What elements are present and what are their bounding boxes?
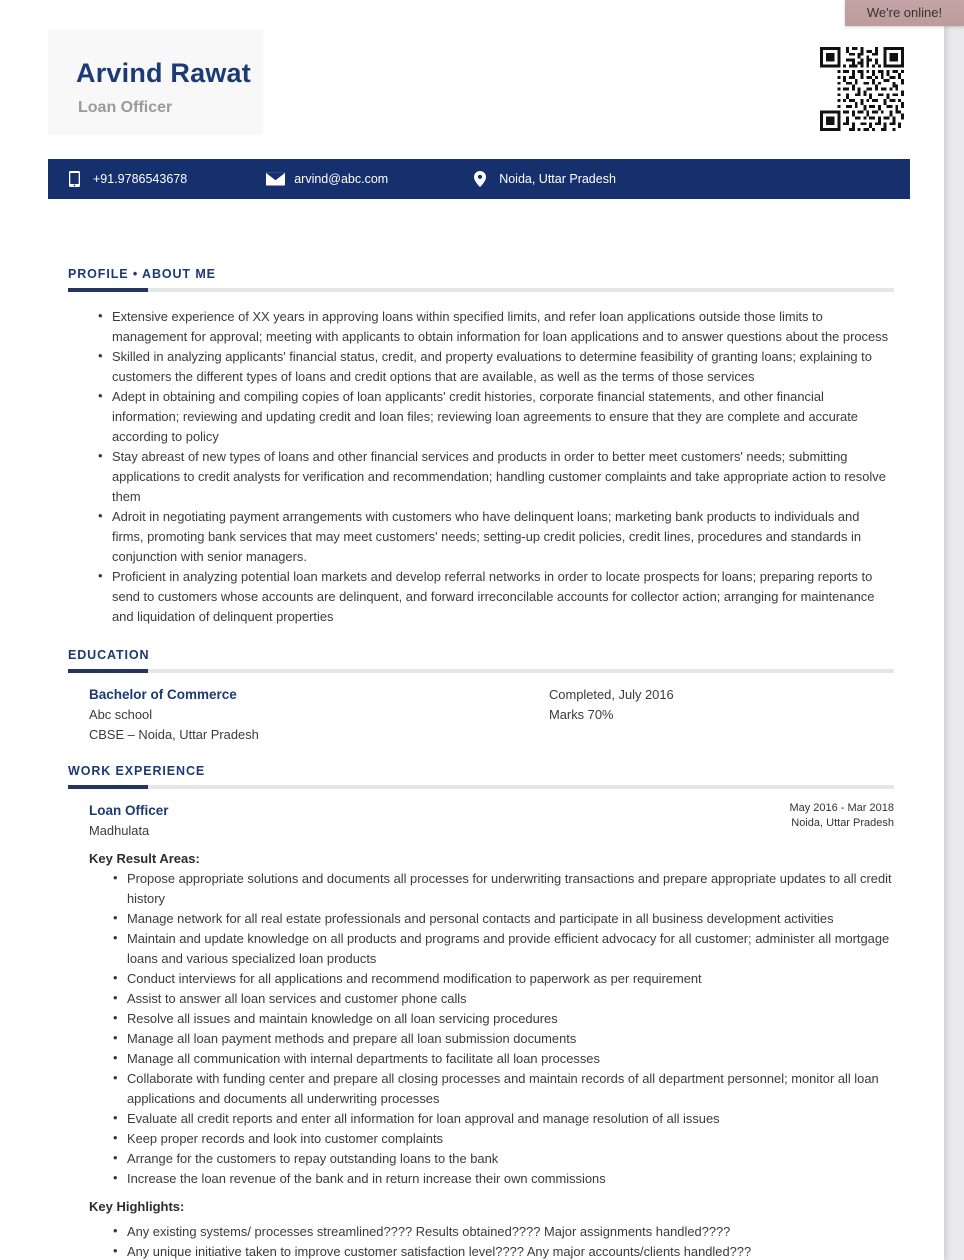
- contact-email-text: arvind@abc.com: [294, 172, 389, 186]
- list-item: • Proficient in analyzing potential loan markets and develop referral networks in order to locate prospects for loans; preparing reports to send to customers whose accounts are delinquent, and forward irreconcilable accounts for collector action; arranging for maintenance and liquidation of delinquent properties: [98, 567, 894, 627]
- page-title: Arvind Rawat: [76, 58, 251, 88]
- contact-location[interactable]: [470, 171, 616, 187]
- contact-location-text: Noida, Uttar Pradesh: [499, 172, 616, 186]
- list-item: • Keep proper records and look into customer complaints: [113, 1129, 894, 1149]
- work-entry-left: [89, 801, 789, 841]
- list-item: • Assist to answer all loan services and customer phone calls: [113, 989, 894, 1009]
- contact-phone[interactable]: [64, 171, 187, 187]
- education-entry-right: [549, 685, 894, 745]
- highlights-heading: Key Highlights:: [89, 1199, 185, 1214]
- qr-code: [820, 47, 904, 131]
- work-location: Noida, Uttar Pradesh: [791, 817, 894, 829]
- resume-header: [0, 0, 944, 160]
- profile-bullet-list: [68, 304, 894, 627]
- qr-code-icon: [820, 47, 904, 131]
- section-title-profile: PROFILE • ABOUT ME: [68, 267, 216, 281]
- education-board: CBSE – Noida, Uttar Pradesh: [89, 727, 259, 742]
- section-work-experience: [0, 764, 944, 1260]
- section-divider: [68, 669, 894, 673]
- list-item: • Manage network for all real estate professionals and personal contacts and participate in all business development activities: [113, 909, 894, 929]
- list-item: • Manage all loan payment methods and prepare all loan submission documents: [113, 1029, 894, 1049]
- section-education: [0, 648, 944, 745]
- chat-widget-tab[interactable]: We're online!: [845, 0, 964, 26]
- education-entry-left: [89, 685, 549, 745]
- list-item: • Extensive experience of XX years in approving loans within specified limits, and refer loan applications outside those limits to management for approval; meeting with applicants to obtain information for loan applications and to answer questions about the process: [98, 307, 894, 347]
- list-item: • Skilled in analyzing applicants' financial status, credit, and property evaluations to determine feasibility of granting loans; explaining to customers the different types of loans and credit options that are available, as well as the terms of those services: [98, 347, 894, 387]
- contact-bar: [48, 159, 910, 199]
- resume-body: [0, 199, 944, 1260]
- work-dates: May 2016 - Mar 2018: [789, 802, 894, 814]
- work-role: Loan Officer: [89, 803, 169, 818]
- work-company: Madhulata: [89, 823, 150, 838]
- kra-heading: Key Result Areas:: [89, 851, 200, 866]
- section-title-work: WORK EXPERIENCE: [68, 764, 206, 778]
- list-item: • Any existing systems/ processes streamlined???? Results obtained???? Major assignments handled????: [113, 1222, 894, 1242]
- list-item: • Propose appropriate solutions and documents all processes for underwriting transactions and prepare appropriate updates to all credit history: [113, 869, 894, 909]
- kra-bullet-list: [68, 869, 894, 1189]
- contact-email[interactable]: [265, 172, 388, 186]
- section-profile: [0, 199, 944, 627]
- list-item: • Collaborate with funding center and prepare all closing processes and maintain records of all department personnel; monitor all loan applications and documents all underwriting processes: [113, 1069, 894, 1109]
- education-status: Completed, July 2016: [549, 687, 674, 702]
- education-degree: Bachelor of Commerce: [89, 687, 237, 702]
- list-item: • Stay abreast of new types of loans and other financial services and products in order to better meet customers' needs; submitting applications to credit analysts for verification and recommendation; handling customer complaints and take appropriate action to resolve them: [98, 447, 894, 507]
- section-divider: [68, 288, 894, 292]
- section-divider: [68, 785, 894, 789]
- location-pin-icon: [470, 171, 490, 187]
- list-item: • Evaluate all credit reports and enter all information for loan approval and manage resolution of all issues: [113, 1109, 894, 1129]
- contact-phone-text: +91.9786543678: [93, 172, 188, 186]
- education-entry: [68, 685, 894, 745]
- work-entry-right: [789, 801, 894, 841]
- list-item: • Conduct interviews for all applications and recommend modification to paperwork as per requirement: [113, 969, 894, 989]
- education-school: Abc school: [89, 707, 153, 722]
- list-item: • Any unique initiative taken to improve customer satisfaction level???? Any major accounts/clients handled???: [113, 1242, 894, 1260]
- list-item: • Increase the loan revenue of the bank and in return increase their own commissions: [113, 1169, 894, 1189]
- list-item: • Arrange for the customers to repay outstanding loans to the bank: [113, 1149, 894, 1169]
- list-item: • Maintain and update knowledge on all products and programs and provide efficient advocacy for all customer; administer all mortgage loans and various specialized loan products: [113, 929, 894, 969]
- list-item: • Adept in obtaining and compiling copies of loan applicants' credit histories, corporate financial statements, and other financial information; reviewing and updating credit and loan files; reviewing loan agreements to ensure that they are complete and accurate according to policy: [98, 387, 894, 447]
- section-title-education: EDUCATION: [68, 648, 150, 662]
- list-item: • Manage all communication with internal departments to facilitate all loan processes: [113, 1049, 894, 1069]
- highlights-bullet-list: [68, 1217, 894, 1260]
- header-job-title: Loan Officer: [78, 99, 173, 116]
- phone-icon: [64, 171, 84, 187]
- education-marks: Marks 70%: [549, 707, 614, 722]
- list-item: • Adroit in negotiating payment arrangements with customers who have delinquent loans; marketing bank products to individuals and firms, promoting bank services that may meet customers' needs; setting-up credit policies, credit lines, procedures and standards in conjunction with senior managers.: [98, 507, 894, 567]
- work-entry: [68, 801, 894, 841]
- list-item: • Resolve all issues and maintain knowledge on all loan servicing procedures: [113, 1009, 894, 1029]
- envelope-icon: [265, 172, 285, 186]
